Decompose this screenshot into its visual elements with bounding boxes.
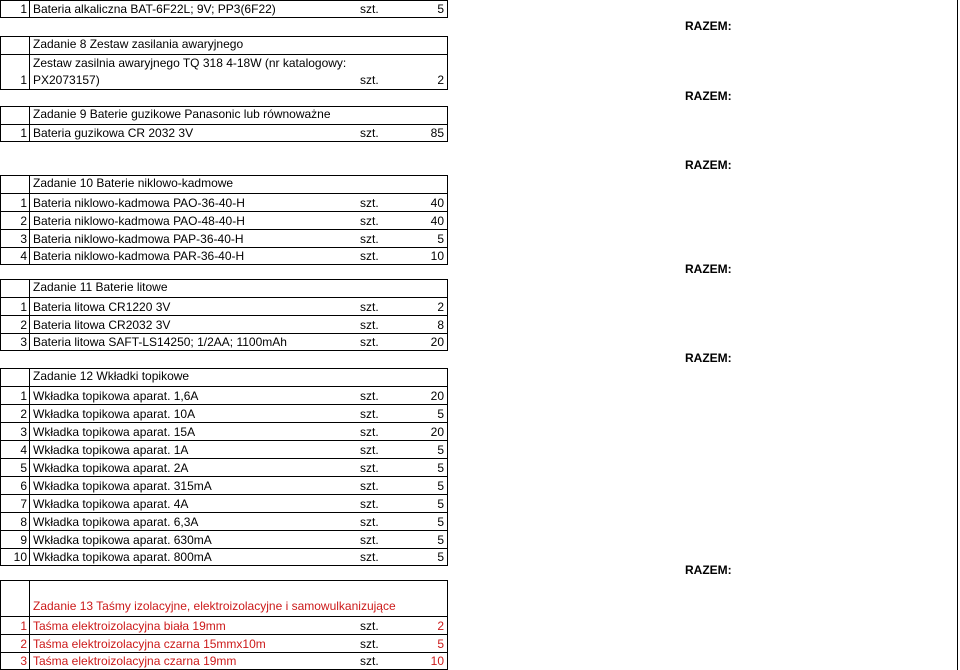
unit-label: szt. (360, 512, 400, 530)
quantity: 5 (400, 476, 448, 494)
table-row (0, 404, 960, 422)
table-row (0, 315, 960, 333)
quantity-cell (400, 106, 448, 124)
row-number-cell (0, 279, 30, 297)
total-row (0, 18, 960, 36)
item-name: Wkładka topikowa aparat. 15A (30, 422, 360, 440)
quantity-cell (400, 580, 448, 616)
quantity: 10 (400, 652, 448, 670)
section-header-row (0, 368, 960, 386)
section-header-row (0, 106, 960, 124)
table-row (0, 124, 960, 142)
table-row (0, 333, 960, 351)
item-name: Bateria niklowo-kadmowa PAR-36-40-H (30, 247, 360, 265)
section-header-row (0, 175, 960, 193)
item-name: Wkładka topikowa aparat. 10A (30, 404, 360, 422)
item-name: Bateria litowa SAFT-LS14250; 1/2AA; 1100mAh (30, 333, 360, 351)
total-row (0, 261, 960, 279)
unit-label: szt. (360, 297, 400, 315)
row-number: 4 (0, 247, 30, 265)
quantity-cell (400, 36, 448, 54)
row-number: 1 (0, 297, 30, 315)
table-row (0, 297, 960, 315)
table-row (0, 512, 960, 530)
quantity: 85 (400, 124, 448, 142)
unit-label: szt. (360, 476, 400, 494)
unit-label: szt. (360, 530, 400, 548)
total-row (0, 157, 960, 175)
quantity: 2 (400, 616, 448, 634)
item-name: Taśma elektroizolacyjna biała 19mm (30, 616, 360, 634)
total-row (0, 350, 960, 368)
item-name: Wkładka topikowa aparat. 4A (30, 494, 360, 512)
row-number: 4 (0, 440, 30, 458)
unit-label: szt. (360, 548, 400, 566)
item-name: Wkładka topikowa aparat. 2A (30, 458, 360, 476)
item-name: Wkładka topikowa aparat. 1,6A (30, 386, 360, 404)
total-label: RAZEM: (685, 262, 732, 276)
quantity: 20 (400, 422, 448, 440)
right-edge-border (957, 0, 958, 670)
item-name: Bateria litowa CR1220 3V (30, 297, 360, 315)
row-number-cell (0, 36, 30, 54)
table-row (0, 211, 960, 229)
unit-label: szt. (360, 440, 400, 458)
table-row-red (0, 616, 960, 634)
section-header-row (0, 580, 960, 616)
row-number: 5 (0, 458, 30, 476)
item-name: Taśma elektroizolacyjna czarna 15mmx10m (30, 634, 360, 652)
quantity: 40 (400, 193, 448, 211)
section-header-row (0, 279, 960, 297)
total-label: RAZEM: (685, 563, 732, 577)
section-header: Zadanie 8 Zestaw zasilania awaryjnego (30, 36, 400, 54)
row-number: 3 (0, 652, 30, 670)
table-row (0, 193, 960, 211)
unit-label: szt. (360, 458, 400, 476)
table-row (0, 0, 960, 18)
unit-label: szt. (360, 422, 400, 440)
row-number: 1 (0, 616, 30, 634)
quantity-cell (400, 279, 448, 297)
total-label: RAZEM: (685, 158, 732, 172)
row-number-cell (0, 106, 30, 124)
item-name: Bateria niklowo-kadmowa PAP-36-40-H (30, 229, 360, 247)
unit-label: szt. (360, 54, 400, 90)
quantity: 5 (400, 440, 448, 458)
row-number: 3 (0, 333, 30, 351)
unit-label: szt. (360, 211, 400, 229)
row-number: 7 (0, 494, 30, 512)
table-row (0, 494, 960, 512)
unit-label: szt. (360, 652, 400, 670)
section-header-row (0, 36, 960, 54)
row-number: 10 (0, 548, 30, 566)
unit-label: szt. (360, 247, 400, 265)
table-row (0, 476, 960, 494)
unit-label: szt. (360, 634, 400, 652)
total-label: RAZEM: (685, 19, 732, 33)
unit-label: szt. (360, 229, 400, 247)
total-row (0, 562, 960, 580)
item-name: Bateria niklowo-kadmowa PAO-36-40-H (30, 193, 360, 211)
quantity: 5 (400, 634, 448, 652)
quantity-cell (400, 175, 448, 193)
section-header: Zadanie 12 Wkładki topikowe (30, 368, 400, 386)
table-row (0, 530, 960, 548)
quantity: 5 (400, 0, 448, 18)
table-row (0, 422, 960, 440)
row-number: 9 (0, 530, 30, 548)
unit-label: szt. (360, 315, 400, 333)
item-name: Wkładka topikowa aparat. 800mA (30, 548, 360, 566)
quantity: 40 (400, 211, 448, 229)
unit-label: szt. (360, 386, 400, 404)
quantity: 2 (400, 54, 448, 90)
section-header: Zadanie 9 Baterie guzikowe Panasonic lub równoważne (30, 106, 400, 124)
item-name: Wkładka topikowa aparat. 315mA (30, 476, 360, 494)
row-number-cell (0, 175, 30, 193)
table-row-red (0, 634, 960, 652)
quantity: 20 (400, 333, 448, 351)
item-name: Wkładka topikowa aparat. 6,3A (30, 512, 360, 530)
row-number: 2 (0, 211, 30, 229)
row-number: 1 (0, 124, 30, 142)
row-number: 1 (0, 193, 30, 211)
quantity: 5 (400, 404, 448, 422)
row-number: 2 (0, 404, 30, 422)
row-number: 1 (0, 386, 30, 404)
row-number: 2 (0, 315, 30, 333)
table-row-red (0, 652, 960, 670)
unit-label: szt. (360, 0, 400, 18)
row-number: 1 (0, 54, 30, 90)
row-number: 3 (0, 229, 30, 247)
unit-label: szt. (360, 124, 400, 142)
quantity: 8 (400, 315, 448, 333)
total-label: RAZEM: (685, 89, 732, 103)
table-row (0, 54, 960, 90)
row-number: 6 (0, 476, 30, 494)
quantity: 10 (400, 247, 448, 265)
row-number: 3 (0, 422, 30, 440)
quantity: 5 (400, 458, 448, 476)
total-row (0, 88, 960, 106)
unit-label: szt. (360, 333, 400, 351)
item-name: Wkładka topikowa aparat. 630mA (30, 530, 360, 548)
row-number: 2 (0, 634, 30, 652)
quantity-cell (400, 368, 448, 386)
item-name: Zestaw zasilnia awaryjnego TQ 318 4-18W (nr katalogowy: PX2073157) (30, 54, 360, 90)
table-row (0, 440, 960, 458)
row-number: 8 (0, 512, 30, 530)
unit-label: szt. (360, 494, 400, 512)
unit-label: szt. (360, 616, 400, 634)
item-name: Bateria litowa CR2032 3V (30, 315, 360, 333)
row-number: 1 (0, 0, 30, 18)
item-name: Bateria alkaliczna BAT-6F22L; 9V; PP3(6F22) (30, 0, 360, 18)
quantity: 5 (400, 229, 448, 247)
quantity: 2 (400, 297, 448, 315)
table-row (0, 229, 960, 247)
table-row (0, 386, 960, 404)
row-number-cell (0, 580, 30, 616)
unit-label: szt. (360, 404, 400, 422)
item-name: Wkładka topikowa aparat. 1A (30, 440, 360, 458)
item-name: Taśma elektroizolacyjna czarna 19mm (30, 652, 360, 670)
quantity: 5 (400, 530, 448, 548)
table-row (0, 458, 960, 476)
quantity: 5 (400, 494, 448, 512)
quantity: 5 (400, 512, 448, 530)
row-number-cell (0, 368, 30, 386)
total-label: RAZEM: (685, 351, 732, 365)
quantity: 20 (400, 386, 448, 404)
section-header: Zadanie 11 Baterie litowe (30, 279, 400, 297)
item-name: Bateria guzikowa CR 2032 3V (30, 124, 360, 142)
quantity: 5 (400, 548, 448, 566)
item-name: Bateria niklowo-kadmowa PAO-48-40-H (30, 211, 360, 229)
section-header: Zadanie 13 Taśmy izolacyjne, elektroizolacyjne i samowulkanizujące (30, 580, 400, 616)
unit-label: szt. (360, 193, 400, 211)
section-header: Zadanie 10 Baterie niklowo-kadmowe (30, 175, 400, 193)
